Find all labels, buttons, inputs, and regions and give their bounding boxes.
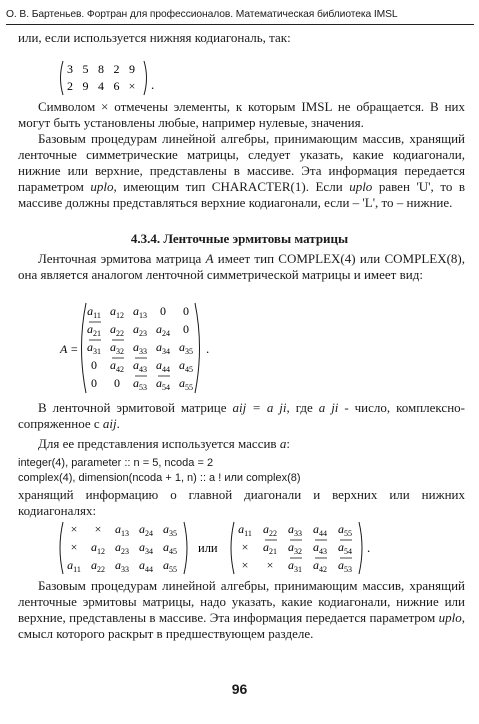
storage-matrices [56, 520, 386, 576]
matrix-cell: $a_{13}$ [115, 522, 129, 538]
paragraph-uplo-hermitian [18, 578, 465, 642]
matrix-lower-codiagonal [56, 58, 166, 98]
matrix-cell: $a_{43}$ [133, 358, 147, 374]
matrix-cell: $a_{23}$ [133, 322, 147, 338]
paragraph-hermitian-intro [18, 251, 465, 283]
matrix-cell: $a_{33}$ [288, 522, 302, 538]
p3-part3: равен 'U', то в массиве должны представляться верхние кодиагонали, если – 'L', то – нижние. [18, 179, 466, 210]
matrix-cell: $a_{55}$ [163, 558, 177, 574]
matrix-cell: $a_{11}$ [67, 558, 81, 574]
matrix-cell: × [241, 540, 249, 554]
matrix-cell: $a_{42}$ [110, 358, 124, 374]
matrix-cell: $a_{12}$ [91, 540, 105, 556]
matrix-cell: 0 [114, 376, 120, 390]
matrix-cell: $a_{44}$ [156, 358, 170, 374]
p3-part2: , имеющим тип CHARACTER(1). Если [113, 179, 350, 194]
matrix-cell: 6 [113, 79, 120, 93]
matrix-cell: $a_{45}$ [163, 540, 177, 556]
paragraph-uplo-symmetric [18, 131, 465, 211]
matrix-cell: $a_{22}$ [91, 558, 105, 574]
matrix-cell: $a_{44}$ [313, 522, 327, 538]
matrix-cell: $a_{33}$ [133, 340, 147, 356]
matrix-cell: $a_{34}$ [156, 340, 170, 356]
matrix-trailing-period: . [151, 77, 155, 92]
matrix-cell: 0 [183, 304, 189, 318]
matrix-cell: $a_{11}$ [87, 304, 101, 320]
p4-part1: Ленточная эрмитова матрица [38, 251, 206, 266]
matrix-cell: × [70, 522, 78, 536]
matrix-cell: $a_{43}$ [313, 540, 327, 556]
storage-trailing-period: . [367, 540, 371, 555]
code-line-1: integer(4), parameter :: n = 5, ncoda = 2 [18, 457, 214, 469]
matrix-cell: $a_{21}$ [87, 322, 101, 338]
matrix-cell: $a_{55}$ [179, 376, 193, 392]
matrix-cell: $a_{13}$ [133, 304, 147, 320]
matrix-cell: $a_{21}$ [263, 540, 277, 556]
matrix-cell: $a_{33}$ [115, 558, 129, 574]
p6-part1: Для ее представления используется массив [38, 436, 280, 451]
matrix-cell: × [266, 558, 274, 572]
matrix-cell: $a_{53}$ [338, 558, 352, 574]
matrix-cell: $a_{32}$ [110, 340, 124, 356]
matrix-cell: $a_{11}$ [238, 522, 252, 538]
matrix-cell: $a_{35}$ [179, 340, 193, 356]
matrix-cell: × [70, 540, 78, 554]
matrix-cell: $a_{22}$ [263, 522, 277, 538]
paragraph-array-a [18, 436, 465, 452]
section-heading: 4.3.4. Ленточные эрмитовы матрицы [130, 231, 349, 246]
p8-part2: , смысл которого раскрыт в предшествующем разделе. [18, 610, 465, 641]
param-uplo-2: uplo [349, 179, 373, 194]
matrix-cell: × [241, 558, 249, 572]
paragraph-intro: или, если используется нижняя кодиагональ, так: [18, 30, 291, 45]
paragraph-conjugate [18, 400, 465, 432]
matrix-cell: 9 [82, 79, 89, 93]
matrix-cell: $a_{55}$ [338, 522, 352, 538]
paragraph-ignored-elements: Символом × отмечены элементы, к которым IMSL не обращается. В них могут быть установлены любые, например нулевые, значения. [18, 99, 465, 130]
matrix-cell: 4 [98, 79, 104, 93]
matrix-cell: 2 [113, 62, 120, 76]
matrix-cell: 0 [91, 376, 97, 390]
matrix-cell: $a_{35}$ [163, 522, 177, 538]
matrix-cell: $a_{23}$ [115, 540, 129, 556]
matrix-cell: $a_{24}$ [156, 322, 170, 338]
matrix-cell: $a_{44}$ [139, 558, 153, 574]
param-uplo: uplo [90, 179, 114, 194]
matrix-cell: 9 [129, 62, 135, 76]
p8-part1: Базовым процедурам линейной алгебры, принимающим массив, хранящий ленточные эрмитовы матрицы, надо указать, какие кодиагонали, нижние или верхние, представлены в массиве. Эта информация передается параметром [18, 578, 465, 625]
matrix-cell: $a_{32}$ [288, 540, 302, 556]
paragraph-storage: хранящий информацию о главной диагонали и верхних или нижних кодиагоналях: [18, 487, 465, 518]
matrix-cell: $a_{22}$ [110, 322, 124, 338]
matrix-cell: $a_{54}$ [156, 376, 170, 392]
header-rule [6, 24, 474, 25]
p3-part1: Базовым процедурам линейной алгебры, принимающим массив, хранящий ленточные симметрические матрицы, следует указать, какие кодиагонали, нижние или верхние, представлены в массиве. Эта информация передается параметром [18, 131, 465, 194]
matrix-cell: × [128, 79, 136, 93]
matrix-cell: 0 [91, 358, 97, 372]
var-A: A [205, 251, 214, 266]
code-line-2: complex(4), dimension(ncoda + 1, n) :: a ! или complex(8) [18, 472, 301, 484]
matrix-cell: $a_{54}$ [338, 540, 352, 556]
formula-aji: a ji [318, 400, 339, 415]
var-a: a [279, 436, 287, 451]
matrix-cell: × [94, 522, 102, 536]
or-word: или [198, 541, 218, 555]
matrix-cell: 3 [67, 62, 73, 76]
p6-part2: : [286, 436, 290, 451]
param-uplo-3: uplo [438, 610, 462, 625]
matrix-cell: $a_{24}$ [139, 522, 153, 538]
matrix-cell: $a_{53}$ [133, 376, 147, 392]
matrix-cell: $a_{12}$ [110, 304, 124, 320]
p5-part4: . [116, 416, 120, 431]
matrix-cell: $a_{31}$ [288, 558, 302, 574]
p5-part1: В ленточной эрмитовой матрице [38, 400, 233, 415]
matrix-cell: 0 [160, 304, 166, 318]
matrix-cell: $a_{31}$ [87, 340, 101, 356]
matrix-cell: $a_{45}$ [179, 358, 193, 374]
p5-part3: - число, комплексно-сопряженное с [18, 400, 465, 431]
matrix-cell: 8 [98, 62, 104, 76]
matrix-cell: $a_{34}$ [139, 540, 153, 556]
p4-part2: имеет тип COMPLEX(4) или COMPLEX(8), она является аналогом ленточной симметрической матрицы и имеет вид: [18, 251, 465, 282]
matrix-cell: 5 [82, 62, 89, 76]
formula-aij: aij [102, 416, 117, 431]
formula-aij-eq: aij = a ji [232, 400, 287, 415]
matrix-hermitian-A [58, 300, 228, 396]
page-number: 96 [231, 681, 248, 697]
matrix-cell: 0 [183, 322, 189, 336]
matrix-A-trailing-period: . [206, 341, 210, 356]
matrix-A-label: A = [60, 342, 79, 356]
p5-part2: , где [286, 400, 319, 415]
matrix-cell: 2 [67, 79, 73, 93]
matrix-cell: $a_{42}$ [313, 558, 327, 574]
running-header: О. В. Бартеньев. Фортран для профессионалов. Математическая библиотека IMSL [6, 9, 398, 20]
